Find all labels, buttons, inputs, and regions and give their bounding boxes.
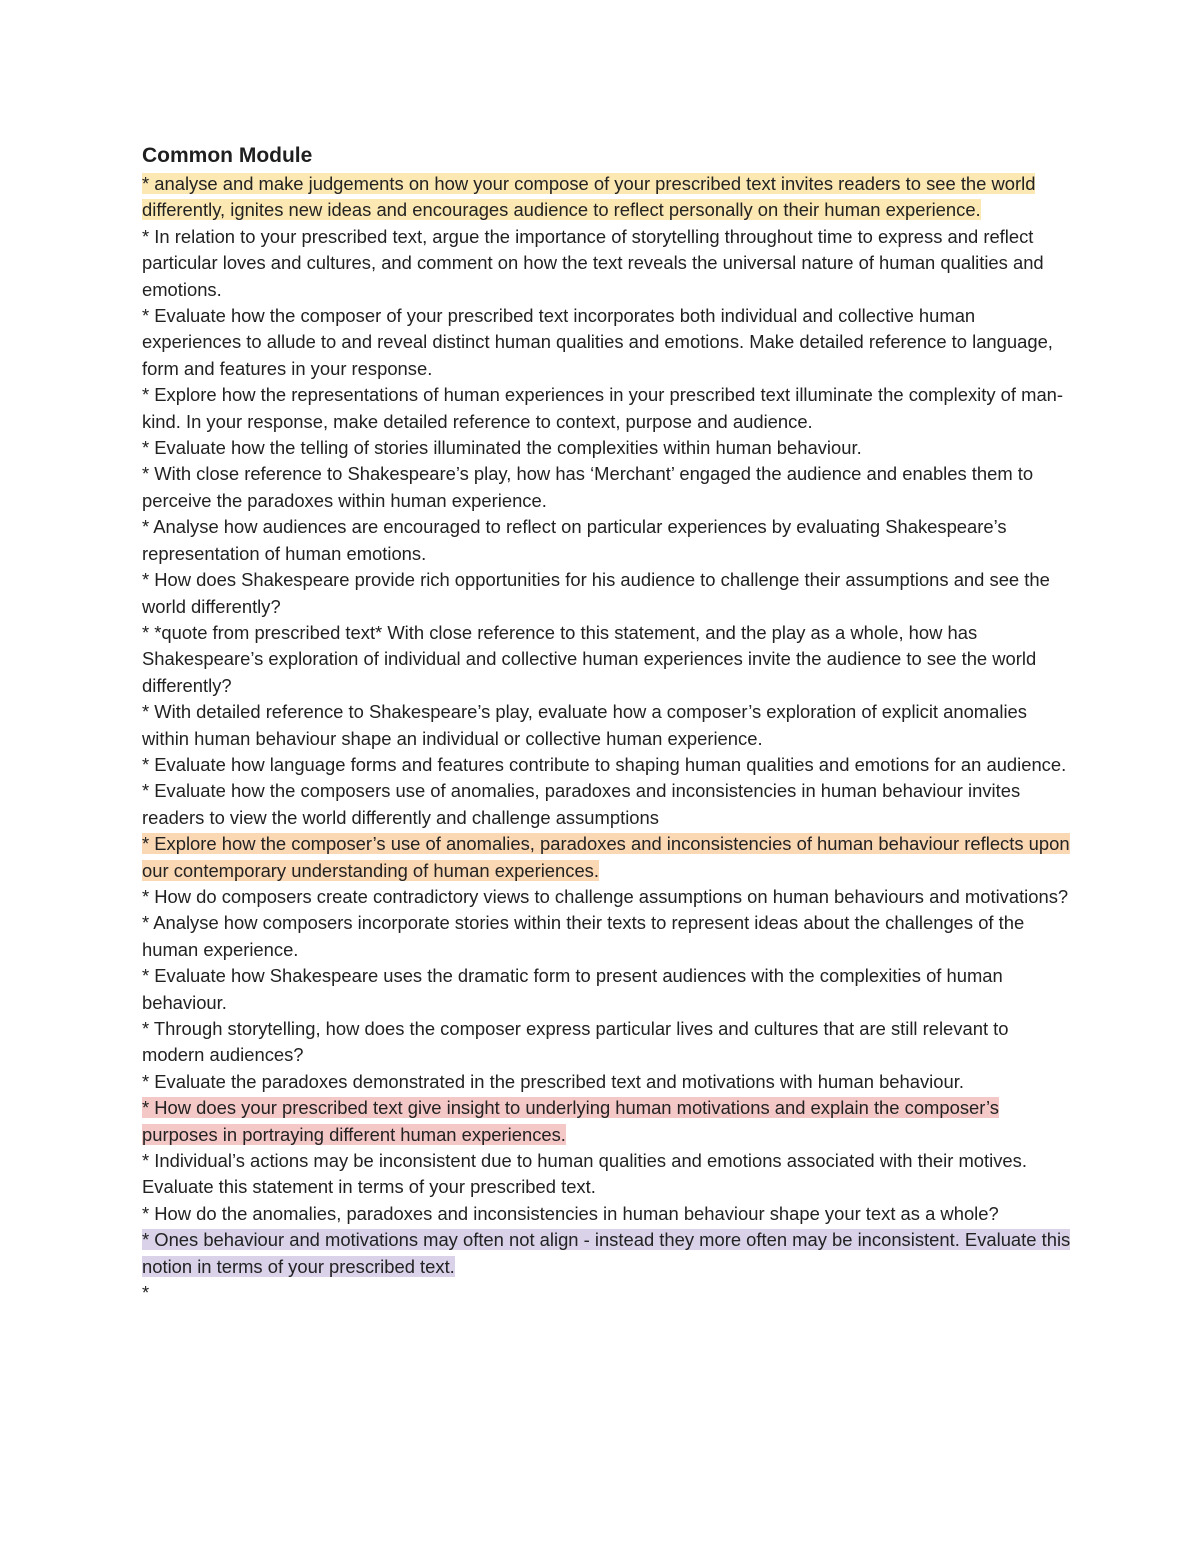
question-text: * Evaluate how the telling of stories illuminated the complexities within human behaviour.	[142, 437, 862, 459]
highlighted-question-text: * How does your prescribed text give insight to underlying human motivations and explain the composer’s purposes in portraying different human experiences.	[142, 1097, 999, 1145]
question-item	[142, 567, 1072, 620]
question-text: * With detailed reference to Shakespeare’s play, evaluate how a composer’s exploration of explicit anomalies within human behaviour shape an individual or collective human experience.	[142, 701, 1027, 749]
highlighted-question-text: * Ones behaviour and motivations may often not align - instead they more often may be inconsistent. Evaluate this notion in terms of your prescribed text.	[142, 1229, 1071, 1277]
question-text: * In relation to your prescribed text, argue the importance of storytelling throughout time to express and reflect particular loves and cultures, and comment on how the text reveals the universal nature of human qualities and emotions.	[142, 225, 1044, 300]
question-text: * Evaluate how Shakespeare uses the dramatic form to present audiences with the complexities of human behaviour.	[142, 965, 1003, 1013]
question-text: * Explore how the representations of human experiences in your prescribed text illuminate the complexity of man-kind. In your response, make detailed reference to context, purpose and audience.	[142, 384, 1064, 432]
question-text: * With close reference to Shakespeare’s play, how has ‘Merchant’ engaged the audience and enables them to perceive the paradoxes within human experience.	[142, 463, 1034, 511]
question-item	[142, 171, 1072, 224]
question-text: * Analyse how audiences are encouraged to reflect on particular experiences by evaluating Shakespeare’s representation of human emotions.	[142, 516, 1007, 564]
question-item	[142, 1280, 1072, 1306]
question-item	[142, 963, 1072, 1016]
question-item	[142, 778, 1072, 831]
question-item	[142, 303, 1072, 382]
highlighted-question-text: * analyse and make judgements on how your compose of your prescribed text invites readers to see the world differently, ignites new ideas and encourages audience to reflect personally on their human experience.	[142, 173, 1036, 221]
question-text: * Evaluate how the composers use of anomalies, paradoxes and inconsistencies in human behaviour invites readers to view the world differently and challenge assumptions	[142, 780, 1021, 828]
question-list	[142, 171, 1072, 1306]
question-item	[142, 831, 1072, 884]
question-text: * Analyse how composers incorporate stories within their texts to represent ideas about the challenges of the human experience.	[142, 912, 1025, 960]
document-title: Common Module	[142, 144, 313, 167]
question-text: * Evaluate the paradoxes demonstrated in the prescribed text and motivations with human behaviour.	[142, 1070, 964, 1092]
question-item	[142, 1095, 1072, 1148]
question-text: * Evaluate how language forms and features contribute to shaping human qualities and emotions for an audience.	[142, 753, 1067, 775]
question-item	[142, 620, 1072, 699]
question-text: * Individual’s actions may be inconsistent due to human qualities and emotions associated with their motives. Evaluate this statement in terms of your prescribed text.	[142, 1150, 1027, 1198]
question-item	[142, 224, 1072, 303]
document-page	[142, 141, 1072, 1306]
question-text: *	[142, 1282, 150, 1304]
question-item	[142, 752, 1072, 778]
question-item	[142, 382, 1072, 435]
question-item	[142, 884, 1072, 910]
question-item	[142, 1201, 1072, 1227]
question-text: * Through storytelling, how does the composer express particular lives and cultures that are still relevant to modern audiences?	[142, 1018, 1009, 1066]
question-item	[142, 1016, 1072, 1069]
question-text: * *quote from prescribed text* With close reference to this statement, and the play as a whole, how has Shakespeare’s exploration of individual and collective human experiences invite the audience to see the world differently?	[142, 621, 1037, 696]
question-text: * Evaluate how the composer of your prescribed text incorporates both individual and collective human experiences to allude to and reveal distinct human qualities and emotions. Make detailed reference to language, form and features in your response.	[142, 305, 1053, 379]
question-item	[142, 435, 1072, 461]
question-item	[142, 699, 1072, 752]
question-item	[142, 1069, 1072, 1095]
question-text: * How do the anomalies, paradoxes and inconsistencies in human behaviour shape your text as a whole?	[142, 1202, 999, 1224]
question-text: * How do composers create contradictory views to challenge assumptions on human behaviours and motivations?	[142, 885, 1069, 907]
highlighted-question-text: * Explore how the composer’s use of anomalies, paradoxes and inconsistencies of human behaviour reflects upon our contemporary understanding of human experiences.	[142, 833, 1070, 881]
question-item	[142, 1227, 1072, 1280]
question-text: * How does Shakespeare provide rich opportunities for his audience to challenge their assumptions and see the world differently?	[142, 569, 1050, 617]
question-item	[142, 910, 1072, 963]
question-item	[142, 461, 1072, 514]
question-item	[142, 1148, 1072, 1201]
question-item	[142, 514, 1072, 567]
